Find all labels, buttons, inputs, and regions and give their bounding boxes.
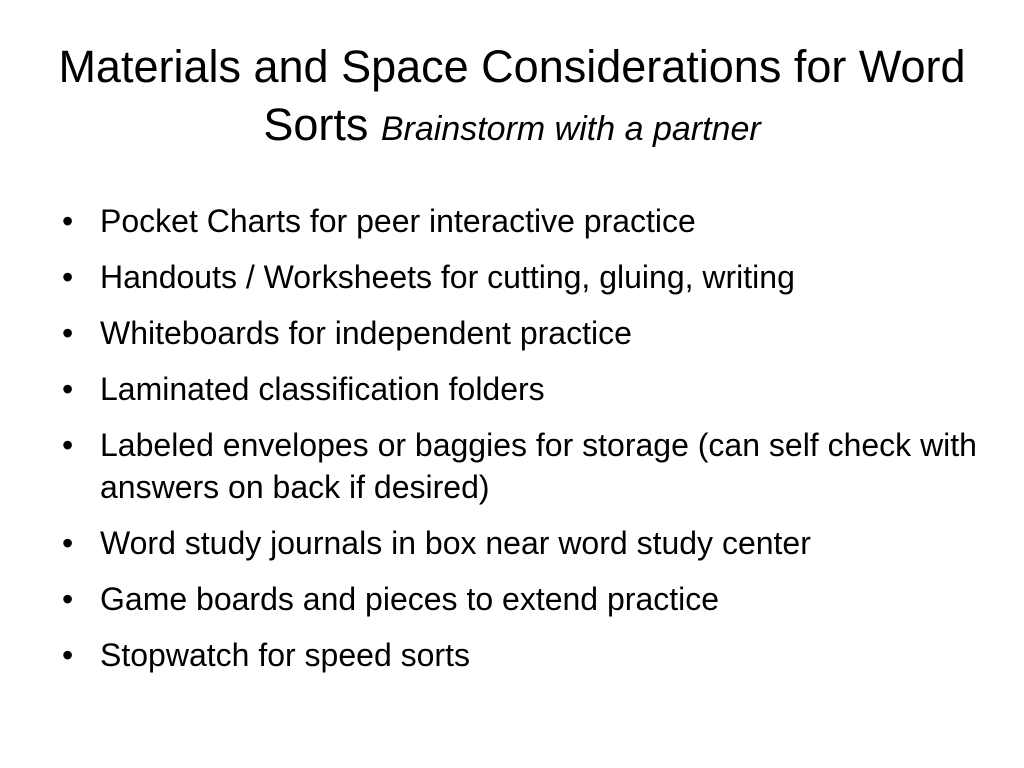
bullet-dot-icon: • [62, 581, 74, 617]
bullet-dot-icon: • [62, 427, 74, 463]
bullet-item [62, 578, 992, 620]
bullet-text: Word study journals in box near word study center [100, 525, 811, 561]
bullet-text: Laminated classification folders [100, 371, 545, 407]
bullet-text: Labeled envelopes or baggies for storage (can self check with answers on back if desired) [100, 427, 977, 505]
bullet-dot-icon: • [62, 203, 74, 239]
bullet-dot-icon: • [62, 525, 74, 561]
bullet-text: Pocket Charts for peer interactive practice [100, 203, 696, 239]
bullet-dot-icon: • [62, 259, 74, 295]
bullet-item [62, 522, 992, 564]
bullet-text: Whiteboards for independent practice [100, 315, 632, 351]
bullet-item [62, 368, 992, 410]
bullet-dot-icon: • [62, 315, 74, 351]
bullet-item [62, 312, 992, 354]
bullet-item [62, 256, 992, 298]
bullet-text: Handouts / Worksheets for cutting, gluing, writing [100, 259, 795, 295]
bullet-item [62, 424, 992, 508]
bullet-list [62, 200, 992, 690]
bullet-text: Game boards and pieces to extend practice [100, 581, 720, 617]
bullet-item [62, 634, 992, 676]
bullet-item [62, 200, 992, 242]
bullet-dot-icon: • [62, 371, 74, 407]
slide-title-main: Materials and Space Considerations for Word Sorts [58, 41, 966, 150]
bullet-text: Stopwatch for speed sorts [100, 637, 470, 673]
bullet-dot-icon: • [62, 637, 74, 673]
slide-title [40, 38, 984, 158]
slide-title-subtitle: Brainstorm with a partner [380, 110, 761, 148]
